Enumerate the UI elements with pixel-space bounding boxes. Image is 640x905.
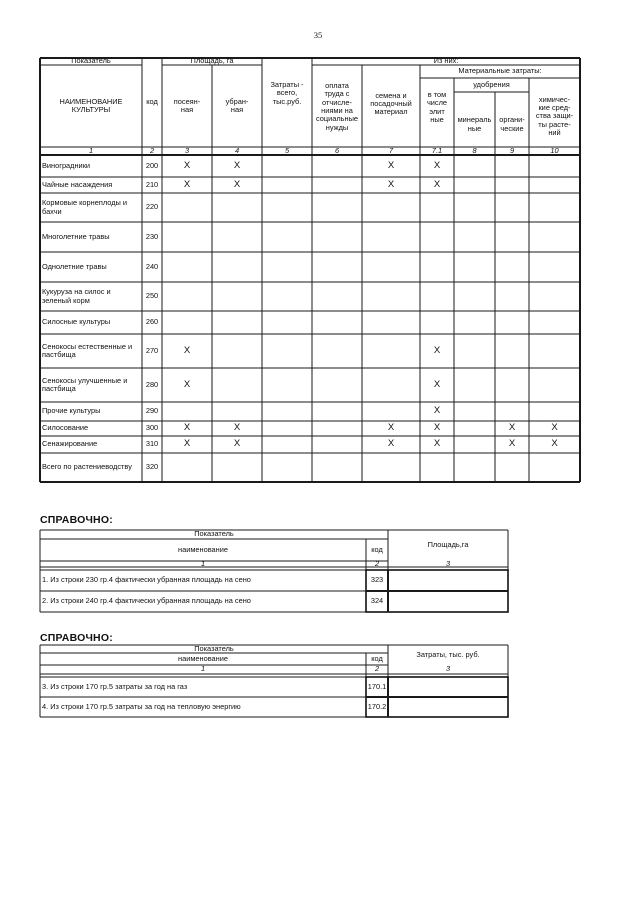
column-number: 1: [200, 664, 206, 674]
header-seeds: семена и посадочный материал: [370, 90, 412, 117]
column-number: 10: [550, 145, 559, 155]
reference-row-label: 1. Из строки 230 гр.4 фактически убранная площадь на сено: [42, 575, 251, 585]
header-sown: посеян- ная: [173, 96, 201, 114]
blocked-cell-x-mark: X: [183, 378, 191, 390]
header-of-which: Из них:: [433, 56, 459, 66]
reference-row-label: 3. Из строки 170 гр.5 затраты за год на газ: [42, 681, 188, 691]
blocked-cell-x-mark: X: [183, 438, 191, 450]
blocked-cell-x-mark: X: [183, 422, 191, 434]
header-total-costs: Затраты - всего, тыс.руб.: [270, 80, 304, 106]
reference-row-label: 2. Из строки 240 гр.4 фактически убранная площадь на сено: [42, 596, 251, 606]
header-code: код: [371, 653, 383, 663]
header-labor: оплата труда с отчисле- ниями на социальные нужды: [315, 81, 359, 132]
header-pokazatel: Показатель: [71, 56, 111, 66]
crop-name: Всего по растениеводству: [42, 462, 132, 472]
column-number: 3: [184, 145, 190, 155]
reference-row-code: 170.2: [367, 701, 387, 711]
reference-row-code: 323: [370, 575, 384, 585]
blocked-cell-x-mark: X: [433, 438, 441, 450]
header-area: Площадь, га: [190, 56, 234, 66]
row-code: 320: [145, 462, 159, 472]
column-number: 2: [374, 558, 380, 568]
column-number: 5: [284, 145, 290, 155]
row-code: 220: [145, 202, 159, 212]
crop-name: Сенокосы улучшенные и пастбища: [42, 375, 128, 393]
column-number: 1: [200, 558, 206, 568]
reference-row-label: 4. Из строки 170 гр.5 затраты за год на тепловую энергию: [42, 701, 241, 711]
header-organic: органи- ческие: [499, 115, 525, 133]
column-number: 4: [234, 145, 240, 155]
header-pokazatel: Показатель: [194, 643, 234, 653]
blocked-cell-x-mark: X: [551, 422, 558, 434]
reference-row-code: 324: [370, 596, 384, 606]
column-number: 7: [388, 145, 394, 155]
blocked-cell-x-mark: X: [387, 178, 395, 190]
reference-1-title: СПРАВОЧНО:: [40, 514, 113, 526]
blocked-cell-x-mark: X: [233, 159, 241, 171]
crop-name: Силосование: [42, 423, 89, 433]
blocked-cell-x-mark: X: [433, 159, 441, 171]
blocked-cell-x-mark: X: [433, 178, 441, 190]
blocked-cell-x-mark: X: [508, 438, 516, 450]
row-code: 240: [145, 261, 159, 271]
blocked-cell-x-mark: X: [183, 159, 191, 171]
header-name: наименование: [178, 653, 228, 663]
column-number: 3: [445, 664, 451, 674]
row-code: 200: [145, 160, 159, 170]
blocked-cell-x-mark: X: [387, 422, 395, 434]
row-code: 210: [145, 179, 159, 189]
page-number: 35: [313, 30, 323, 40]
row-code: 270: [145, 345, 159, 355]
header-fertilizers: удобрения: [473, 79, 510, 89]
header-name: наименование: [178, 544, 228, 554]
column-number: 8: [472, 145, 477, 155]
blocked-cell-x-mark: X: [433, 405, 441, 417]
column-number: 6: [334, 145, 340, 155]
column-number: 9: [509, 145, 515, 155]
crop-name: Чайные насаждения: [42, 179, 113, 189]
column-number: 1: [88, 145, 94, 155]
crop-name: Кормовые корнеплоды и бахчи: [42, 198, 127, 216]
column-number: 2: [149, 145, 155, 155]
reference-row-code: 170.1: [367, 681, 387, 691]
row-code: 260: [145, 317, 159, 327]
blocked-cell-x-mark: X: [233, 422, 241, 434]
crop-name: Многолетние травы: [42, 231, 110, 241]
header-code: код: [371, 544, 383, 554]
header-code: код: [146, 97, 158, 107]
row-code: 290: [145, 406, 159, 416]
blocked-cell-x-mark: X: [183, 344, 191, 356]
row-code: 230: [145, 231, 159, 241]
blocked-cell-x-mark: X: [508, 422, 516, 434]
column-number: 3: [445, 558, 451, 568]
reference-2-title: СПРАВОЧНО:: [40, 632, 113, 644]
header-value: Площадь,га: [427, 540, 469, 550]
blocked-cell-x-mark: X: [233, 178, 241, 190]
blocked-cell-x-mark: X: [551, 438, 558, 450]
crop-name: Сенокосы естественные и пастбища: [42, 341, 133, 359]
blocked-cell-x-mark: X: [233, 438, 241, 450]
crop-name: Силосные культуры: [42, 317, 111, 327]
column-number: 2: [374, 664, 380, 674]
blocked-cell-x-mark: X: [433, 422, 441, 434]
column-number: 7.1: [431, 145, 443, 155]
header-material-costs: Материальные затраты:: [458, 66, 542, 76]
blocked-cell-x-mark: X: [433, 344, 441, 356]
blocked-cell-x-mark: X: [183, 178, 191, 190]
header-value: Затраты, тыс. руб.: [416, 649, 480, 659]
blocked-cell-x-mark: X: [387, 159, 395, 171]
crop-name: Кукуруза на силос и зеленый корм: [42, 287, 111, 305]
header-crop-name: НАИМЕНОВАНИЕ КУЛЬТУРЫ: [59, 96, 123, 114]
row-code: 280: [145, 379, 159, 389]
crop-name: Прочие культуры: [42, 406, 101, 416]
header-elite: в том числе элит ные: [426, 89, 448, 124]
crop-name: Сенажирование: [42, 439, 98, 449]
header-pokazatel: Показатель: [194, 529, 234, 539]
crop-name: Виноградники: [42, 160, 91, 170]
row-code: 310: [145, 439, 159, 449]
crop-name: Однолетние травы: [42, 261, 107, 271]
header-harvested: убран- ная: [225, 96, 249, 114]
row-code: 300: [145, 423, 159, 433]
blocked-cell-x-mark: X: [387, 438, 395, 450]
row-code: 250: [145, 291, 159, 301]
header-mineral: минераль ные: [457, 115, 492, 133]
blocked-cell-x-mark: X: [433, 378, 441, 390]
header-chemical: химичес- кие сред- ства защи- ты расте- ний: [535, 94, 574, 137]
